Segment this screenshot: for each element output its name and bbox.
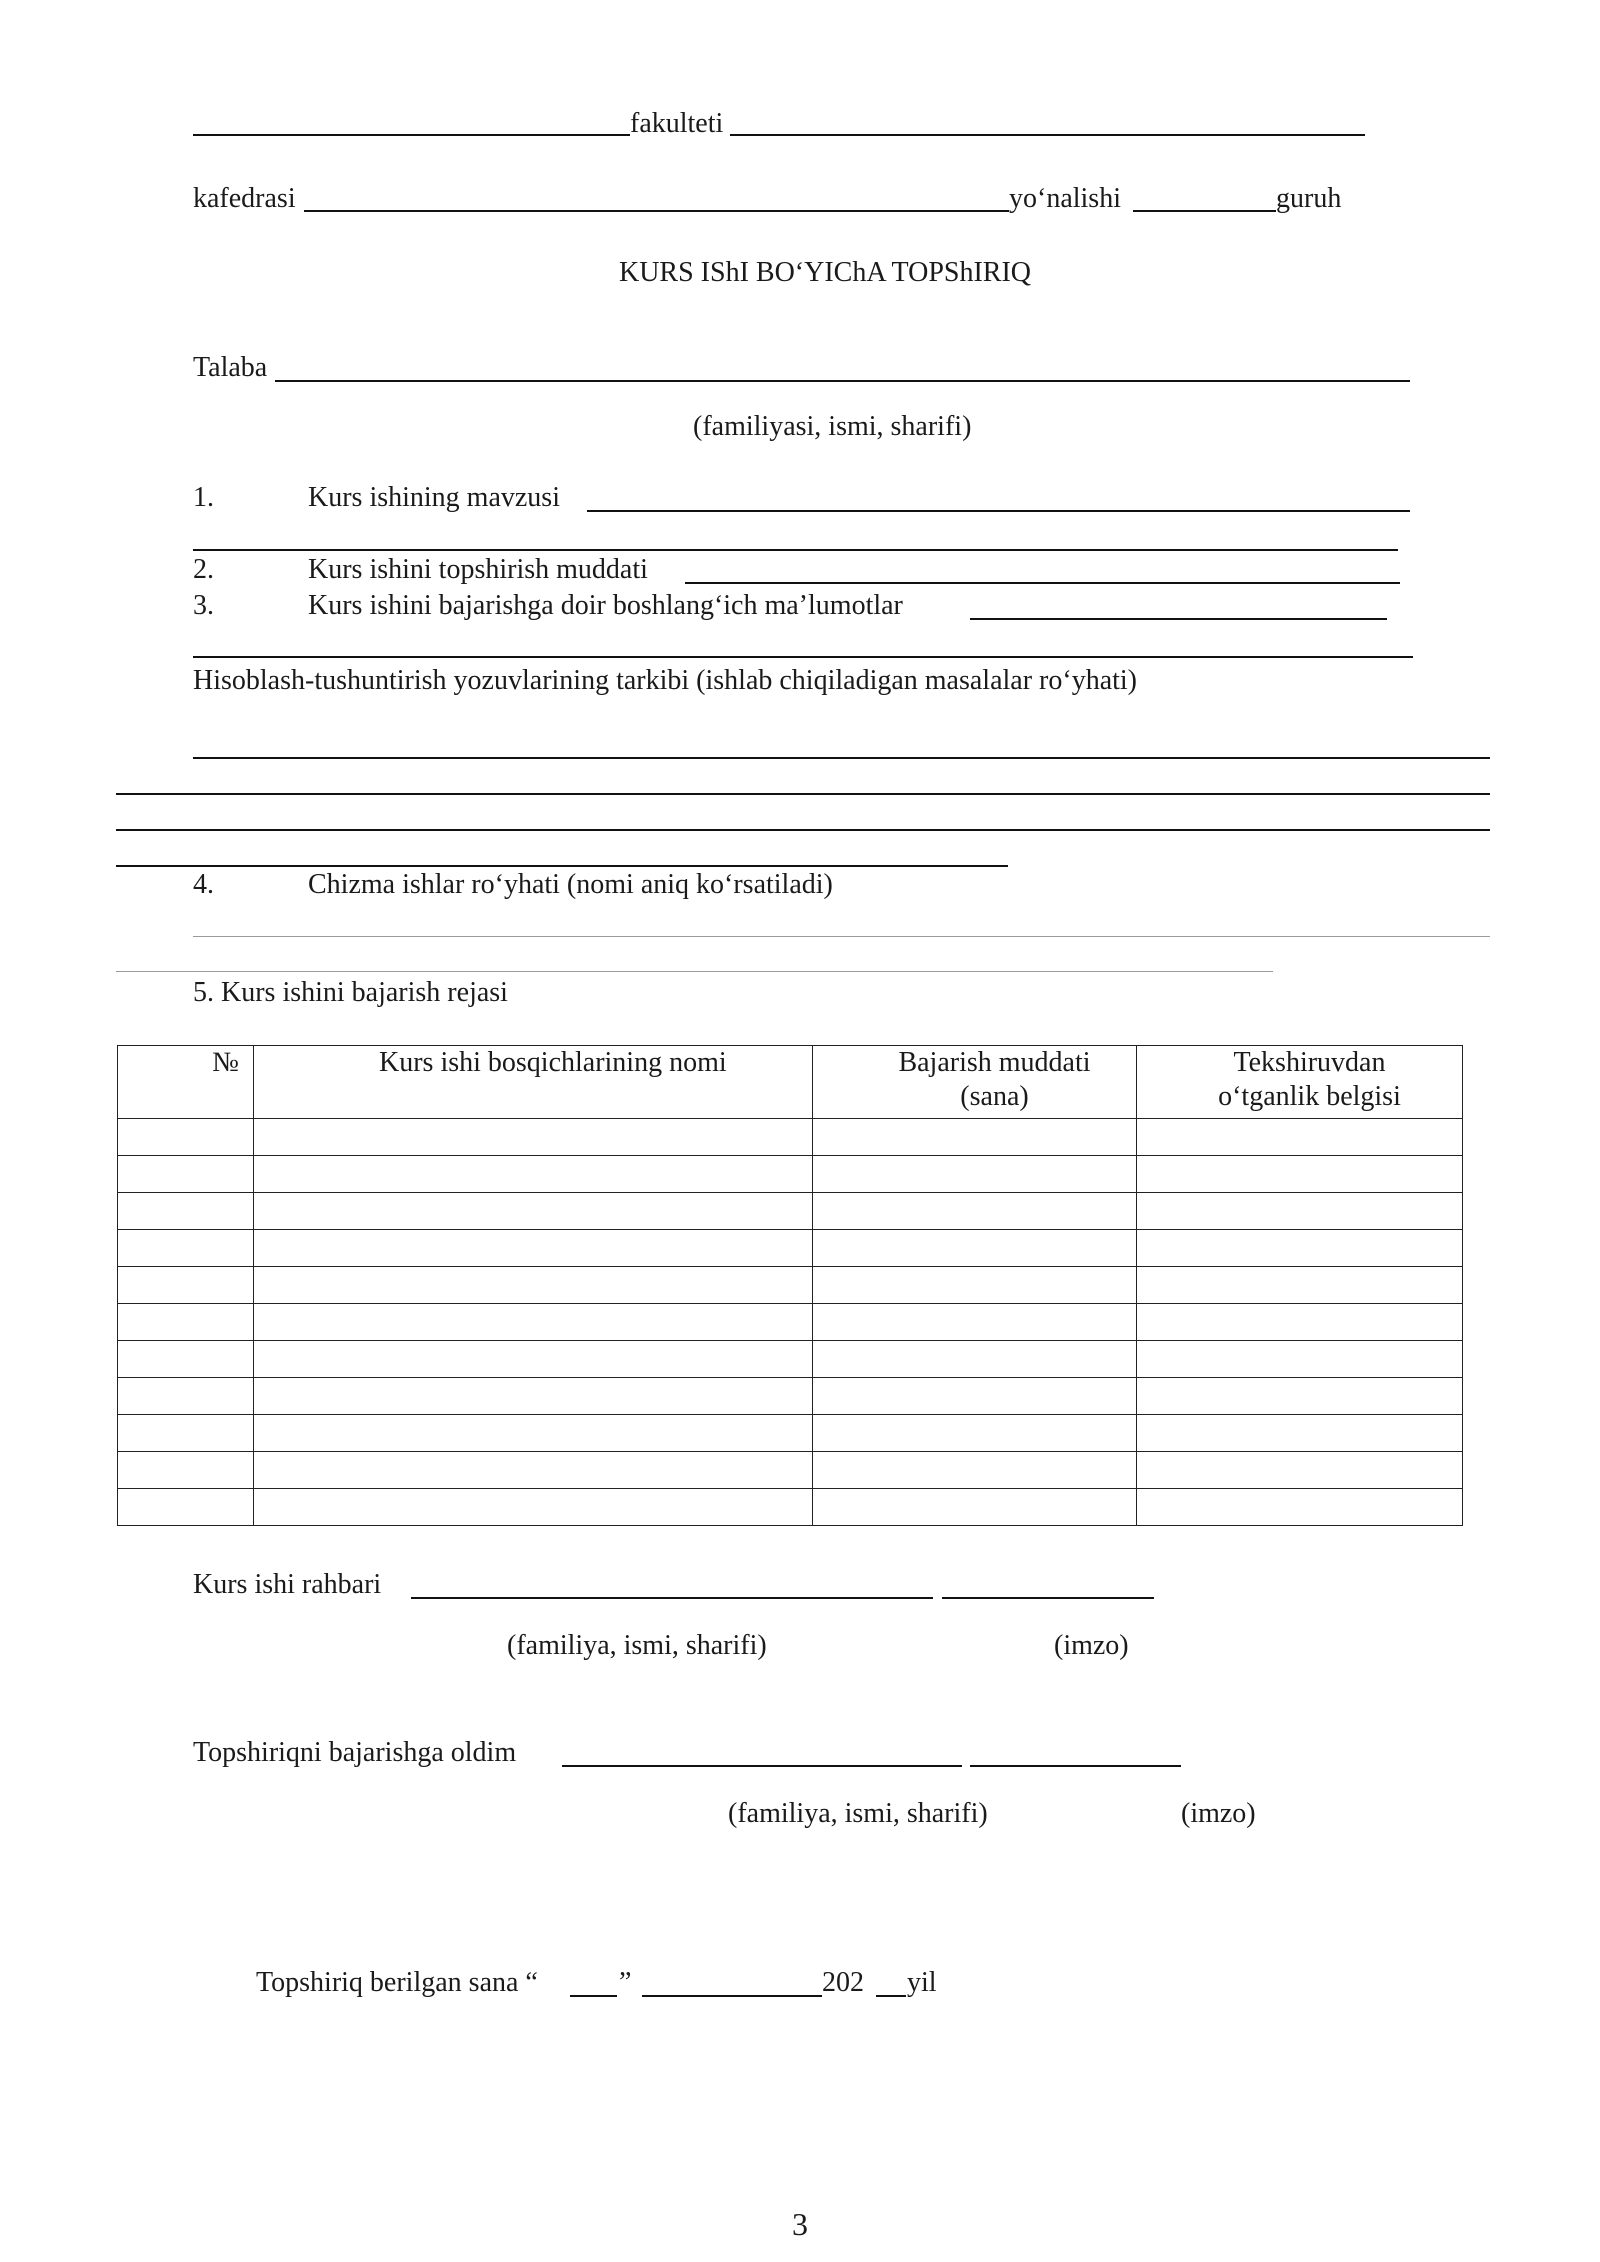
plan-title: 5. Kurs ishini bajarish rejasi [193,977,508,1008]
direction-label: yo‘nalishi [1009,183,1121,214]
plan-table-row [118,1193,1463,1230]
date-year-prefix: 202 [822,1967,864,1998]
supervisor-sign-caption: (imzo) [1054,1630,1129,1661]
cell-deadline[interactable] [813,1193,1137,1230]
cell-deadline[interactable] [813,1267,1137,1304]
cell-check[interactable] [1137,1230,1463,1267]
cell-check[interactable] [1137,1193,1463,1230]
col-check-line-2: o‘tganlik belgisi [1218,1081,1401,1112]
col-deadline-line-1: Bajarish muddati [898,1047,1091,1078]
cell-check[interactable] [1137,1156,1463,1193]
accepted-label: Topshiriqni bajarishga oldim [193,1737,517,1768]
cell-number[interactable] [118,1156,254,1193]
item-2-text: Kurs ishini topshirish muddati [308,554,648,585]
cell-check[interactable] [1137,1267,1463,1304]
accepted-name-line[interactable] [562,1765,962,1767]
plan-table-row [118,1489,1463,1526]
supervisor-name-caption: (familiya, ismi, sharifi) [507,1630,767,1661]
cell-number[interactable] [118,1267,254,1304]
faculty-label: fakulteti [630,108,724,139]
item-2-number: 2. [193,554,214,585]
plan-table-row [118,1230,1463,1267]
student-label: Talaba [193,352,268,383]
plan-table-row [118,1378,1463,1415]
date-prefix: Topshiriq berilgan sana “ [256,1967,538,1998]
cell-deadline[interactable] [813,1341,1137,1378]
item-1-fill-line[interactable] [587,510,1410,512]
calc-line-4[interactable] [116,865,1008,867]
item-1-continuation-line[interactable] [193,549,1398,551]
col-number-header: № [118,1046,254,1119]
item-3-fill-line[interactable] [970,618,1387,620]
cell-check[interactable] [1137,1119,1463,1156]
cell-stage-name[interactable] [254,1378,813,1415]
cell-stage-name[interactable] [254,1156,813,1193]
accepted-sign-line[interactable] [970,1765,1181,1767]
calc-line-1[interactable] [193,757,1490,759]
direction-fill-line[interactable] [1133,210,1276,212]
cell-stage-name[interactable] [254,1304,813,1341]
cell-check[interactable] [1137,1452,1463,1489]
item-1-text: Kurs ishining mavzusi [308,482,560,513]
group-label: guruh [1276,183,1342,214]
col-deadline-line-2: (sana) [960,1081,1029,1112]
plan-table-row [118,1452,1463,1489]
cell-check[interactable] [1137,1341,1463,1378]
col-check-line-1: Tekshiruvdan [1233,1047,1386,1078]
date-year-line[interactable] [876,1995,906,1997]
cell-stage-name[interactable] [254,1489,813,1526]
accepted-sign-caption: (imzo) [1181,1798,1256,1829]
calc-line-3[interactable] [116,829,1490,831]
plan-table-row [118,1267,1463,1304]
cell-stage-name[interactable] [254,1341,813,1378]
drawings-line-1[interactable] [193,936,1490,937]
cell-number[interactable] [118,1230,254,1267]
item-3-text: Kurs ishini bajarishga doir boshlang‘ich ma’lumotlar [308,590,903,621]
cell-stage-name[interactable] [254,1193,813,1230]
cell-check[interactable] [1137,1378,1463,1415]
cell-check[interactable] [1137,1415,1463,1452]
cell-deadline[interactable] [813,1489,1137,1526]
supervisor-label: Kurs ishi rahbari [193,1569,382,1600]
plan-table-row [118,1119,1463,1156]
date-day-line[interactable] [570,1995,617,1997]
cell-number[interactable] [118,1452,254,1489]
col-stage-name-header: Kurs ishi bosqichlarining nomi [254,1046,813,1119]
plan-table-row [118,1415,1463,1452]
cell-number[interactable] [118,1304,254,1341]
item-1-number: 1. [193,482,214,513]
item-3-continuation-line[interactable] [193,656,1413,658]
cell-stage-name[interactable] [254,1452,813,1489]
cell-stage-name[interactable] [254,1267,813,1304]
plan-table-row [118,1341,1463,1378]
faculty-fill-line[interactable] [730,134,1365,136]
col-deadline-header [813,1046,1137,1119]
date-quote-close: ” [619,1967,632,1998]
cell-deadline[interactable] [813,1415,1137,1452]
plan-table-row [118,1304,1463,1341]
item-4-text: Chizma ishlar ro‘yhati (nomi aniq ko‘rsatiladi) [308,869,833,900]
supervisor-name-line[interactable] [411,1597,933,1599]
cell-deadline[interactable] [813,1230,1137,1267]
supervisor-sign-line[interactable] [942,1597,1154,1599]
item-4-number: 4. [193,869,214,900]
accepted-name-caption: (familiya, ismi, sharifi) [728,1798,988,1829]
cell-deadline[interactable] [813,1156,1137,1193]
cell-number[interactable] [118,1341,254,1378]
department-label: kafedrasi [193,183,296,214]
cell-deadline[interactable] [813,1378,1137,1415]
drawings-line-2[interactable] [116,971,1273,972]
cell-number[interactable] [118,1378,254,1415]
department-fill-line[interactable] [304,210,1009,212]
calc-line-2[interactable] [116,793,1490,795]
cell-stage-name[interactable] [254,1230,813,1267]
plan-table [117,1045,1463,1526]
cell-number[interactable] [118,1119,254,1156]
plan-table-header [118,1046,1463,1119]
date-year-suffix: yil [907,1967,937,1998]
date-month-line[interactable] [642,1995,822,1997]
student-caption: (familiyasi, ismi, sharifi) [693,411,972,442]
cell-number[interactable] [118,1415,254,1452]
cell-number[interactable] [118,1193,254,1230]
cell-check[interactable] [1137,1489,1463,1526]
faculty-name-line[interactable] [193,134,630,136]
student-name-line[interactable] [275,380,1410,382]
cell-deadline[interactable] [813,1452,1137,1489]
page-number: 3 [792,2206,808,2242]
document-title: KURS IShI BO‘YIChA TOPShIRIQ [618,257,1032,288]
calc-section-heading: Hisoblash-tushuntirish yozuvlarining tarkibi (ishlab chiqiladigan masalalar ro‘yhati) [193,665,1138,696]
plan-table-body [118,1119,1463,1526]
cell-stage-name[interactable] [254,1119,813,1156]
cell-number[interactable] [118,1489,254,1526]
item-2-fill-line[interactable] [685,582,1400,584]
cell-check[interactable] [1137,1304,1463,1341]
col-check-header [1137,1046,1463,1119]
plan-table-row [118,1156,1463,1193]
cell-deadline[interactable] [813,1119,1137,1156]
item-3-number: 3. [193,590,214,621]
cell-deadline[interactable] [813,1304,1137,1341]
cell-stage-name[interactable] [254,1415,813,1452]
